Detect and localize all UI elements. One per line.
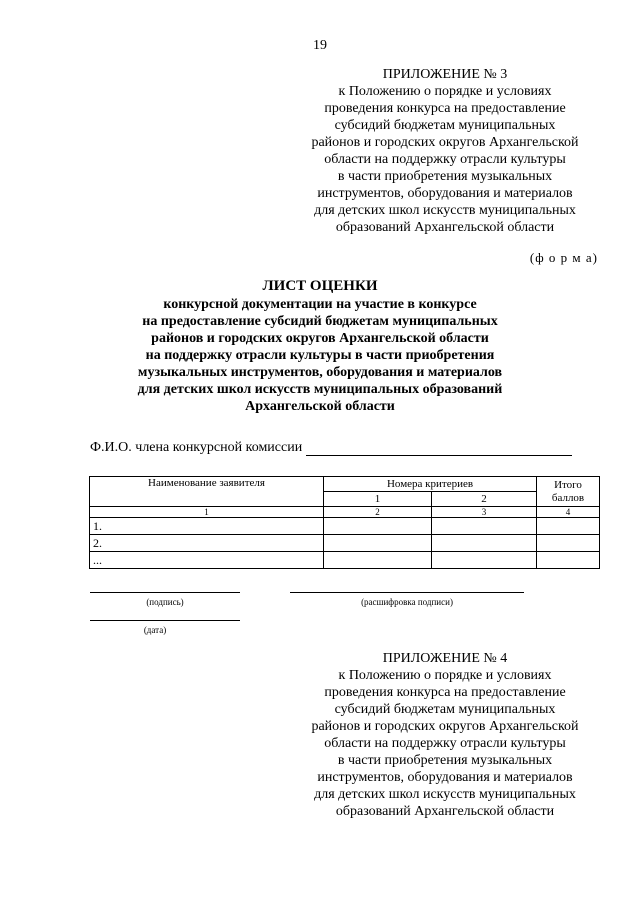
column-number: 3	[432, 507, 537, 518]
row-label: 2.	[90, 535, 324, 552]
sheet-subtitle-line: на поддержку отрасли культуры в части приобретения	[145, 348, 495, 363]
sheet-subtitle-line: музыкальных инструментов, оборудования и материалов	[137, 365, 503, 380]
sheet-subtitle-line: на предоставление субсидий бюджетам муниципальных	[142, 314, 498, 329]
date-caption: (дата)	[143, 625, 167, 635]
sheet-subtitle-line: Архангельской области	[245, 399, 395, 414]
table-column-numbers-row	[90, 507, 600, 518]
table-cell[interactable]	[537, 518, 600, 535]
table-cell[interactable]	[432, 518, 537, 535]
appendix-4-line: образований Архангельской области	[335, 804, 555, 819]
page-number: 19	[313, 38, 327, 53]
table-cell[interactable]	[432, 552, 537, 569]
form-mark: (ф о р м а)	[529, 250, 598, 265]
commission-member-blank[interactable]	[306, 441, 572, 456]
appendix-3-line: субсидий бюджетам муниципальных	[334, 118, 556, 133]
table-cell[interactable]	[324, 535, 432, 552]
appendix-4-line: для детских школ искусств муниципальных	[314, 787, 576, 802]
appendix-4-line: субсидий бюджетам муниципальных	[334, 702, 556, 717]
table-cell[interactable]	[324, 552, 432, 569]
sheet-subtitle-line: для детских школ искусств муниципальных образований	[137, 382, 503, 397]
sheet-subtitle-line: конкурсной документации на участие в конкурсе	[163, 297, 477, 312]
appendix-3-line: ПРИЛОЖЕНИЕ № 3	[382, 67, 508, 82]
appendix-3-line: области на поддержку отрасли культуры	[324, 152, 566, 167]
appendix-3-line: в части приобретения музыкальных	[337, 169, 553, 184]
table-row	[90, 552, 600, 569]
appendix-3-line: к Положению о порядке и условиях	[338, 84, 552, 99]
appendix-3-line: образований Архангельской области	[335, 220, 555, 235]
date-line[interactable]	[90, 620, 240, 621]
appendix-4-line: проведения конкурса на предоставление	[324, 685, 566, 700]
appendix-4-line: в части приобретения музыкальных	[337, 753, 553, 768]
row-label: ...	[90, 552, 324, 569]
appendix-4-line: инструментов, оборудования и материалов	[317, 770, 573, 785]
header-criterion-2: 2	[432, 492, 537, 507]
table-header-row	[90, 477, 600, 492]
appendix-3-line: районов и городских округов Архангельской	[311, 135, 579, 150]
header-criterion-1: 1	[324, 492, 432, 507]
table-cell[interactable]	[537, 535, 600, 552]
header-total: Итого баллов	[537, 477, 600, 507]
appendix-4-line: районов и городских округов Архангельской	[311, 719, 579, 734]
appendix-3-line: для детских школ искусств муниципальных	[314, 203, 576, 218]
appendix-4-line: области на поддержку отрасли культуры	[324, 736, 566, 751]
commission-member-field	[90, 440, 572, 456]
appendix-3-line: инструментов, оборудования и материалов	[317, 186, 573, 201]
appendix-4-line: к Положению о порядке и условиях	[338, 668, 552, 683]
table-cell[interactable]	[537, 552, 600, 569]
signature-decode-caption: (расшифровка подписи)	[361, 597, 453, 607]
column-number: 4	[537, 507, 600, 518]
signature-line[interactable]	[90, 592, 240, 593]
signature-caption: (подпись)	[146, 597, 184, 607]
table-cell[interactable]	[324, 518, 432, 535]
appendix-3-header	[280, 66, 610, 236]
header-criteria: Номера критериев	[324, 477, 537, 492]
appendix-3-line: проведения конкурса на предоставление	[324, 101, 566, 116]
column-number: 1	[90, 507, 324, 518]
header-applicant: Наименование заявителя	[90, 477, 324, 507]
row-label: 1.	[90, 518, 324, 535]
column-number: 2	[324, 507, 432, 518]
commission-member-label: Ф.И.О. члена конкурсной комиссии	[90, 440, 303, 455]
sheet-subtitle-line: районов и городских округов Архангельской области	[151, 331, 489, 346]
table-row	[90, 518, 600, 535]
signature-decode-line[interactable]	[290, 592, 524, 593]
table-cell[interactable]	[432, 535, 537, 552]
appendix-4-header	[280, 650, 610, 820]
sheet-title-block	[0, 278, 640, 415]
appendix-4-line: ПРИЛОЖЕНИЕ № 4	[382, 651, 508, 666]
evaluation-table	[89, 476, 600, 569]
table-row	[90, 535, 600, 552]
sheet-title: ЛИСТ ОЦЕНКИ	[262, 278, 378, 294]
